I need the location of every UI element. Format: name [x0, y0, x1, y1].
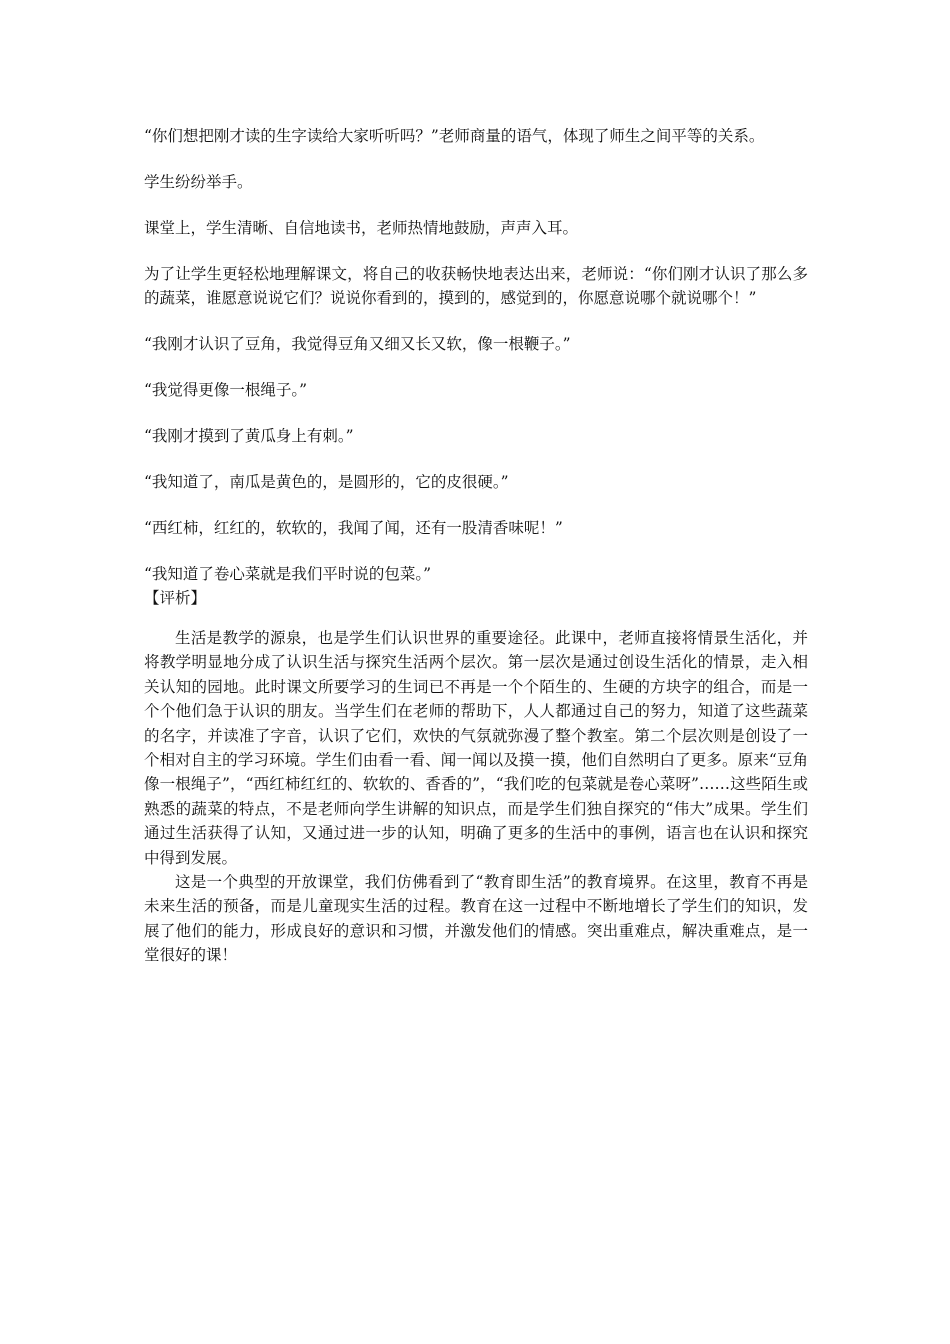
- quote-cabbage: “我知道了卷心菜就是我们平时说的包菜。”: [144, 565, 432, 583]
- section-heading-commentary: 【评析】: [144, 589, 207, 607]
- paragraph-classroom-reading: 课堂上，学生清晰、自信地读书，老师热情地鼓励，声声入耳。: [144, 219, 579, 237]
- commentary-section: [144, 626, 808, 968]
- quote-cucumber: “我刚才摸到了黄瓜身上有刺。”: [144, 427, 354, 445]
- quote-bean: “我刚才认识了豆角，我觉得豆角又细又长又软，像一根鞭子。”: [144, 335, 571, 353]
- paragraph-teacher-question: “你们想把刚才读的生字读给大家听听吗？”老师商量的语气，体现了师生之间平等的关系。: [144, 127, 765, 145]
- quote-rope: “我觉得更像一根绳子。”: [144, 381, 308, 399]
- paragraph-teacher-prompt: 为了让学生更轻松地理解课文，将自己的收获畅快地表达出来，老师说：“你们刚才认识了那么多的蔬菜，谁愿意说说它们？说说你看到的，摸到的，感觉到的，你愿意说哪个就说哪个！”: [144, 265, 808, 307]
- paragraph-students-raise-hands: 学生纷纷举手。: [144, 173, 253, 191]
- document-page: [144, 124, 808, 968]
- commentary-paragraph-2: 这是一个典型的开放课堂，我们仿佛看到了“教育即生活”的教育境界。在这里，教育不再是未来生活的预备，而是儿童现实生活的过程。教育在这一过程中不断地增长了学生们的知识，发展了他们的能力，形成良好的意识和习惯，并激发他们的情感。突出重难点，解决重难点，是一堂很好的课！: [144, 873, 808, 965]
- quote-tomato: “西红柿，红红的，软软的，我闻了闻，还有一股清香味呢！”: [144, 519, 563, 537]
- quote-pumpkin: “我知道了，南瓜是黄色的，是圆形的，它的皮很硬。”: [144, 473, 509, 491]
- commentary-paragraph-1: 生活是教学的源泉，也是学生们认识世界的重要途径。此课中，老师直接将情景生活化，并将教学明显地分成了认识生活与探究生活两个层次。第一层次是通过创设生活化的情景，走入相关认知的园地。此时课文所要学习的生词已不再是一个个陌生的、生硬的方块字的组合，而是一个个他们急于认识的朋友。当学生们在老师的帮助下，人人都通过自己的努力，知道了这些蔬菜的名字，并读准了字音，认识了它们，欢快的气氛就弥漫了整个教室。第二个层次则是创设了一个相对自主的学习环境。学生们由看一看、闻一闻以及摸一摸，他们自然明白了更多。原来“豆角像一根绳子”，“西红柿红红的、软软的、香香的”，“我们吃的包菜就是卷心菜呀”……这些陌生或熟悉的蔬菜的特点，不是老师向学生讲解的知识点，而是学生们独自探究的“伟大”成果。学生们通过生活获得了认知，又通过进一步的认知，明确了更多的生活中的事例，语言也在认识和探究中得到发展。: [144, 629, 808, 867]
